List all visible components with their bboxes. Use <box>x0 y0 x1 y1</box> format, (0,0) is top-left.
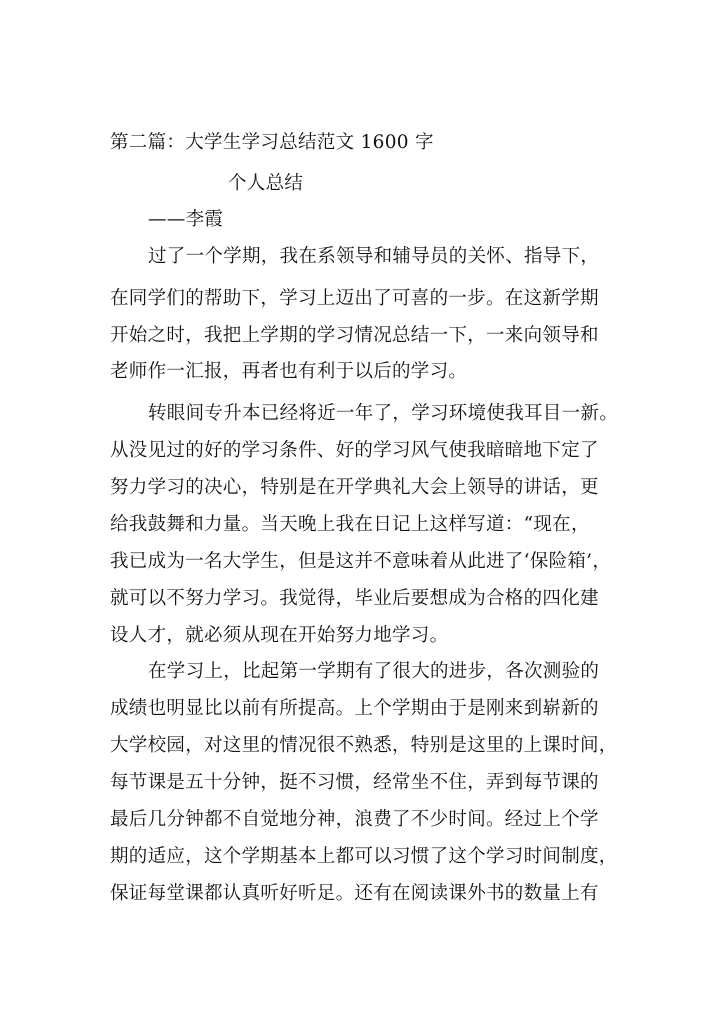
body-line: 老师作一汇报，再者也有利于以后的学习。 <box>110 361 468 382</box>
body-line: 保证每堂课都认真听好听足。还有在阅读课外书的数量上有 <box>110 883 599 904</box>
body-line: 给我鼓舞和力量。当天晚上我在日记上这样写道：“现在， <box>110 514 590 535</box>
body-line: 在学习上，比起第一学期有了很大的进步，各次测验的 <box>148 661 600 682</box>
document-subheading: 个人总结 <box>228 173 304 194</box>
document-heading: 第二篇：大学生学习总结范文 1600 字 <box>110 132 434 153</box>
body-line: 努力学习的决心，特别是在开学典礼大会上领导的讲话，更 <box>110 477 599 498</box>
body-line: 在同学们的帮助下，学习上迈出了可喜的一步。在这新学期 <box>110 288 599 309</box>
body-line: 每节课是五十分钟，挺不习惯，经常坐不住，弄到每节课的 <box>110 772 599 793</box>
body-line: 期的适应，这个学期基本上都可以习惯了这个学习时间制度， <box>110 846 618 867</box>
body-line: 就可以不努力学习。我觉得，毕业后要想成为合格的四化建 <box>110 588 599 609</box>
body-line: 设人才，就必须从现在开始努力地学习。 <box>110 625 449 646</box>
document-author: ——李霞 <box>148 209 224 230</box>
body-line: 我已成为一名大学生，但是这并不意味着从此进了‘保险箱’， <box>110 551 612 572</box>
body-line: 开始之时，我把上学期的学习情况总结一下，一来向领导和 <box>110 325 599 346</box>
body-line: 转眼间专升本已经将近一年了，学习环境使我耳目一新。 <box>148 403 619 424</box>
body-line: 成绩也明显比以前有所提高。上个学期由于是刚来到崭新的 <box>110 698 599 719</box>
body-line: 大学校园，对这里的情况很不熟悉，特别是这里的上课时间， <box>110 735 618 756</box>
body-line: 从没见过的好的学习条件、好的学习风气使我暗暗地下定了 <box>110 440 599 461</box>
body-line: 最后几分钟都不自觉地分神，浪费了不少时间。经过上个学 <box>110 809 599 830</box>
body-line: 过了一个学期，我在系领导和辅导员的关怀、指导下， <box>148 246 600 267</box>
